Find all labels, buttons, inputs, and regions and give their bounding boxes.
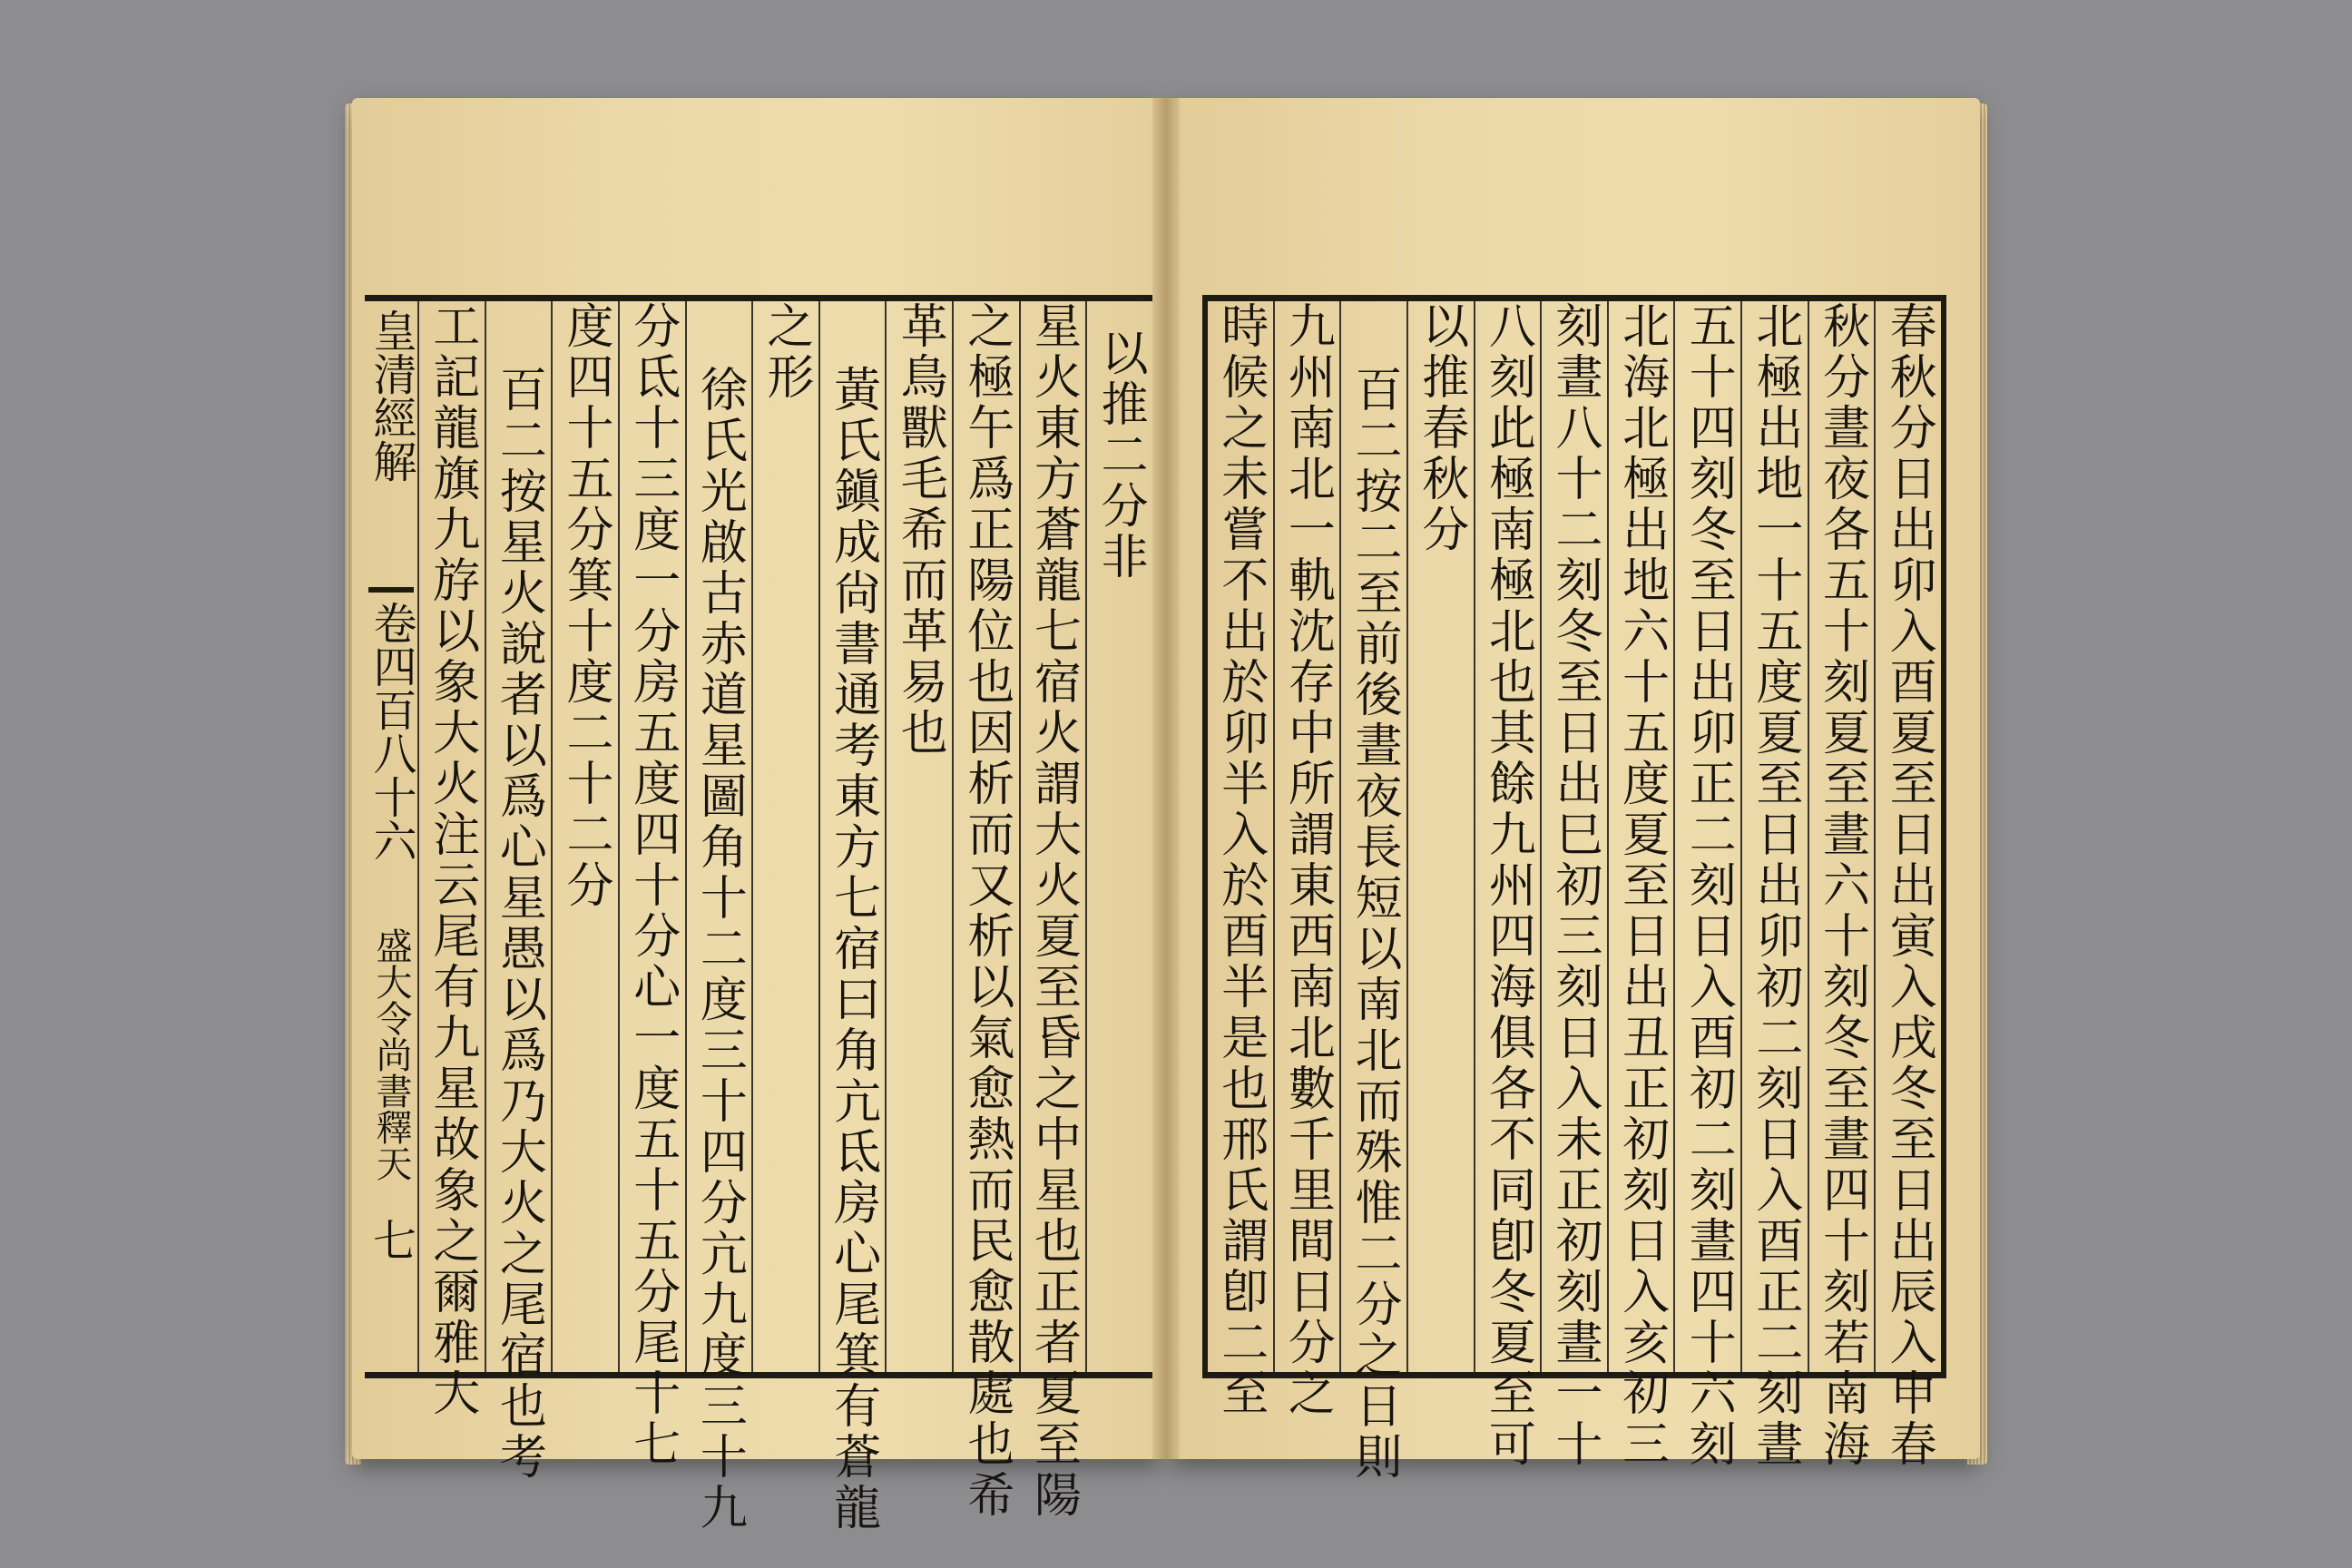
- column-text: 以推春秋分: [1413, 301, 1468, 555]
- text-column: [818, 301, 886, 1534]
- banxin-title: 皇清經解: [366, 309, 416, 483]
- text-column: [1273, 301, 1340, 1419]
- text-column: [1540, 301, 1607, 1470]
- text-column: [1019, 301, 1086, 1521]
- text-column: [419, 301, 485, 1419]
- column-text: 九州南北一軌沈存中所謂東西南北數千里間日分之: [1279, 301, 1335, 1419]
- column-text: 工記龍旗九斿以象大火注云尾有九星故象之爾雅大: [424, 301, 479, 1419]
- column-text: 百二按星火說者以爲心星愚以爲乃大火之尾宿也考: [491, 365, 546, 1483]
- text-column: [485, 301, 552, 1483]
- text-column: [1808, 301, 1875, 1470]
- book-gutter: [1152, 98, 1180, 1459]
- text-column: [1085, 301, 1152, 1372]
- text-column: [1406, 301, 1474, 1372]
- banxin-margin: [365, 301, 419, 1372]
- text-column: [1673, 301, 1740, 1470]
- column-text: 星火東方蒼龍七宿火謂大火夏至昏之中星也正者夏至陽: [1025, 301, 1081, 1521]
- column-text: 時候之未嘗不出於卯半入於酉半是也邢氏謂卽二至: [1212, 301, 1268, 1419]
- text-column: [1208, 301, 1273, 1419]
- right-columns: [1208, 301, 1941, 1483]
- column-text: 八刻此極南極北也其餘九州四海俱各不同卽冬夏至可: [1480, 301, 1535, 1470]
- left-columns: [419, 301, 1152, 1534]
- text-column: [751, 301, 818, 1372]
- banxin-subtitle: 盛大令尚書釋天: [370, 927, 412, 1181]
- column-text: 北海北極出地六十五度夏至日出丑正初刻日入亥初三: [1613, 301, 1669, 1470]
- left-page-text-block: [365, 295, 1152, 1534]
- text-column: [1607, 301, 1674, 1470]
- text-column: [1874, 301, 1941, 1470]
- column-text: 之形: [758, 301, 813, 403]
- text-column: [1474, 301, 1541, 1470]
- column-text: 之極午爲正陽位也因析而又析以氣愈熱而民愈散處也希: [958, 301, 1014, 1521]
- column-text: 刻晝八十二刻冬至日出巳初三刻日入未正初刻晝一十: [1546, 301, 1602, 1470]
- column-text: 以推二分非: [1093, 328, 1148, 583]
- right-page-text-block: [1202, 295, 1946, 1483]
- column-text: 五十四刻冬至日出卯正二刻日入酉初二刻晝四十六刻: [1681, 301, 1736, 1470]
- column-text: 徐氏光啟古赤道星圖角十二度三十四分亢九度三十九: [691, 365, 747, 1534]
- text-column: [551, 301, 618, 1372]
- text-column: [618, 301, 685, 1470]
- text-column: [952, 301, 1019, 1521]
- column-text: 百二按二至前後晝夜長短以南北而殊惟二分之日則: [1347, 365, 1402, 1483]
- column-text: 黃氏鎭成尙書通考東方七宿曰角亢氐房心尾箕有蒼龍: [825, 365, 880, 1534]
- banxin-page-number: 七: [365, 1218, 416, 1261]
- column-text: 春秋分日出卯入酉夏至日出寅入戌冬至日出辰入申春: [1881, 301, 1936, 1470]
- column-text: 分氐十三度一分房五度四十分心一度五十五分尾十七: [624, 301, 680, 1470]
- text-column: [885, 301, 952, 1372]
- column-text: 秋分晝夜各五十刻夏至晝六十刻冬至晝四十刻若南海: [1814, 301, 1869, 1470]
- fishtail-mark: [368, 587, 414, 593]
- column-text: 度四十五分箕十度二十二分: [558, 301, 613, 911]
- text-column: [1339, 301, 1406, 1483]
- open-book: [345, 91, 1987, 1534]
- text-column: [1740, 301, 1808, 1470]
- column-text: 北極出地一十五度夏至日出卯初二刻日入酉正二刻晝: [1747, 301, 1802, 1470]
- column-text: 革鳥獸毛希而革易也: [892, 301, 947, 759]
- text-column: [685, 301, 752, 1534]
- banxin-volume: 卷四百八十六: [366, 601, 416, 862]
